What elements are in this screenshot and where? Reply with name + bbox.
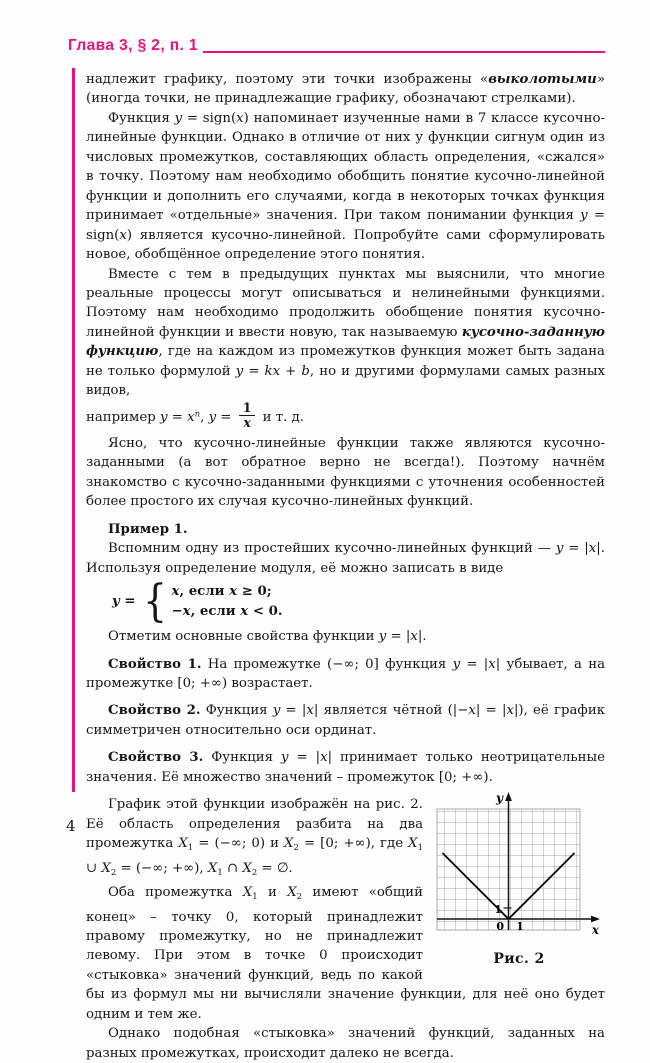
formula-lhs: y = [112, 594, 136, 610]
figure-caption: Рис. 2 [493, 951, 545, 968]
brace-glyph: { [142, 576, 167, 628]
origin-label: 0 [496, 920, 504, 934]
example-heading: Пример 1. [108, 521, 188, 537]
y-tick-label: 1 [494, 903, 502, 917]
header-rule [203, 51, 605, 53]
x-tick-label: 1 [516, 920, 524, 934]
property-1: Свойство 1. На промежутке (−∞; 0] функция y = |x| убывает, а на промежутке [0; +∞) возрастает. [86, 656, 606, 691]
case-row-1: x, если x ≥ 0; [171, 584, 272, 600]
paragraph-properties-intro: Отметим основные свойства функции y = |x|. [108, 629, 427, 645]
paragraph-however: Однако подобная «стыковка» значений функций, заданных на разных промежутках, происходит далеко не всегда. [86, 1026, 605, 1061]
figure-2 [433, 789, 605, 969]
x-axis-arrow [591, 916, 600, 923]
paragraph-continuation: надлежит графику, поэтому эти точки изображены «выколотыми» (иногда точки, не принадлежащие графику, обозначают стрелками). [86, 72, 605, 107]
margin-rule [72, 68, 75, 792]
paragraph-piecewise-intro: Вместе с тем в предыдущих пунктах мы выяснили, что многие реальные процессы могут описываться и нелинейными функциями. Поэтому нам необходимо продолжить обобщение понятия кусочно-линейной функции и ввести новую, так называемую кусочно-заданную функцию, где на каждом из промежутков функция может быть задана не только формулой y = kx + b, но и другими формулами самых разных видов, [86, 266, 605, 399]
formula-cases [172, 582, 283, 622]
property-2: Свойство 2. Функция y = |x| является чётной (|−x| = |x|), её график симметричен относительно оси ординат. [86, 703, 606, 738]
paragraph-clearly: Ясно, что кусочно-линейные функции также являются кусочно-заданными (а вот обратное верно не всегда!). Поэтому начнём знакомство с кусочно-заданными функциями с уточнения особенностей более простого их случая кусочно-линейных функций. [86, 435, 605, 510]
y-axis-arrow [505, 792, 512, 801]
inline-formula-examples: например $y = x^n$, y = $\frac{1}{x}$ и т. д. [86, 399, 304, 430]
paragraph-sign-function: Функция y = sign(x) напоминает изученные нами в 7 классе кусочно-линейные функции. Однако в отличие от них у функции сигнум один из числовых промежутков, составляющих область определения, «сжался» в точку. Поэтому нам необходимо обобщить понятие кусочно-линейной функции и дополнить его случаями, когда в некоторых точках функция принимает «отдельные» значения. При таком понимании функция y = sign(x) является кусочно-линейной. Попробуйте сами сформулировать новое, обобщённое определение этого понятия. [86, 110, 606, 263]
y-axis-label: y [496, 791, 503, 806]
property-3: Свойство 3. Функция y = |x| принимает только неотрицательные значения. Её множество значений – промежуток [0; +∞). [86, 750, 605, 785]
abs-value-graph [433, 789, 605, 947]
page-number: 4 [66, 817, 76, 835]
piecewise-formula [112, 576, 605, 628]
paragraph-common-end: Оба промежутка $X_1$ и $X_2$ имеют «общий конец» – точку 0, который принадлежит правому промежутку, но не принадлежит левому. При этом в точке 0 происходит «стыковка» значений функций, ведь по какой бы из формул мы ни вычисляли значение функции, для неё оно будет одним и тем же. [86, 885, 605, 1022]
paragraph-graph-domain: График этой функции изображён на рис. 2. Её область определения разбита на два промежутка $X_1$ = (−∞; 0) и $X_2 = [0$; +∞), где $X_1$ ∪ $X_2$ = (−∞; +∞), $X_1$ ∩ $X_2$ = ∅. [86, 797, 424, 878]
x-axis-label: x [591, 923, 599, 938]
case-row-2: −x, если x < 0. [171, 604, 283, 620]
page-content [86, 70, 605, 1063]
paragraph-recall-modulus: Вспомним одну из простейших кусочно-линейных функций — y = |x|. Используя определение модуля, её можно записать в виде [86, 541, 605, 576]
chapter-title: Глава 3, § 2, п. 1 [68, 37, 198, 54]
chapter-header [68, 37, 605, 55]
